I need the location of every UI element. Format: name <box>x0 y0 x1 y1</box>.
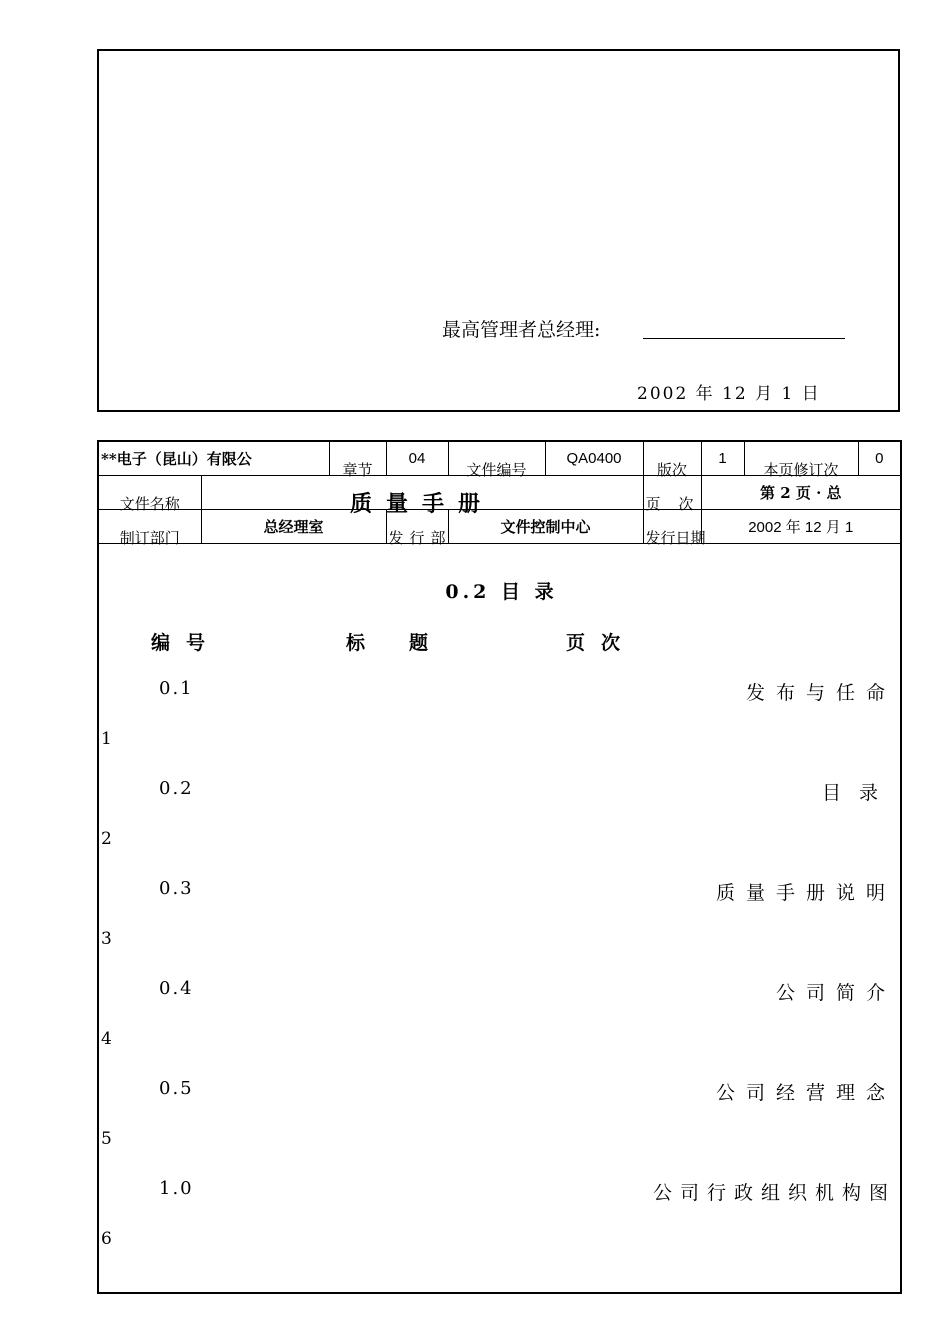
column-header-number: 编号 <box>151 632 222 654</box>
toc-item-page: 6 <box>101 1229 112 1249</box>
doc-name-label: 文件名称 <box>99 476 201 510</box>
signature-line <box>643 338 845 339</box>
toc-item-page: 4 <box>101 1029 112 1049</box>
page-value: 第 2 页 · 总 <box>701 476 900 510</box>
toc-item-number: 0.3 <box>159 878 194 899</box>
toc-item-title: 质量手册说明 <box>715 882 896 904</box>
toc-item-title: 目录 <box>821 782 896 804</box>
toc-item-number: 1.0 <box>159 1178 194 1199</box>
toc-item-page: 3 <box>101 929 112 949</box>
issue-date-label: 发行日期 <box>643 510 701 544</box>
toc-item-page: 5 <box>101 1129 112 1149</box>
doc-no-label: 文件编号 <box>448 442 545 476</box>
toc-item-number: 0.1 <box>159 678 194 699</box>
revision-value: 0 <box>858 442 900 476</box>
dept-value: 总经理室 <box>201 510 386 544</box>
approval-box <box>97 49 900 412</box>
company-name: **电子（昆山）有限公 <box>99 442 329 476</box>
toc-item-title: 公司经营理念 <box>715 1082 896 1104</box>
doc-name-value: 质量手册 <box>201 476 643 510</box>
issue-dept-label: 发行部 <box>386 510 448 544</box>
doc-no-value: QA0400 <box>545 442 643 476</box>
revision-label: 本页修订次 <box>744 442 858 476</box>
issue-dept-value: 文件控制中心 <box>448 510 643 544</box>
document-page <box>97 440 902 1294</box>
approval-date: 2002 年 12 月 1 日 <box>637 384 821 404</box>
column-header-title: 标题 <box>346 632 473 654</box>
column-header-page: 页次 <box>566 632 637 654</box>
toc-item-page: 2 <box>101 829 112 849</box>
issue-date-value: 2002 年 12 月 1 <box>701 510 900 544</box>
toc-item-number: 0.4 <box>159 978 194 999</box>
toc-item-title: 发布与任命 <box>745 682 896 704</box>
edition-label: 版次 <box>643 442 701 476</box>
toc-item-number: 0.5 <box>159 1078 194 1099</box>
toc-item-title: 公司行政组织机构图 <box>652 1182 896 1204</box>
toc-title: 0.2 目 录 <box>445 581 558 603</box>
toc-item-number: 0.2 <box>159 778 194 799</box>
toc-item-title: 公司简介 <box>775 982 896 1004</box>
chapter-value: 04 <box>386 442 448 476</box>
document-header-table <box>99 442 900 547</box>
chapter-label: 章节 <box>329 442 386 476</box>
edition-value: 1 <box>701 442 744 476</box>
signature-label: 最高管理者总经理: <box>442 319 601 341</box>
dept-label: 制订部门 <box>99 510 201 544</box>
page-label: 页次 <box>643 476 701 510</box>
toc-item-page: 1 <box>101 729 112 749</box>
